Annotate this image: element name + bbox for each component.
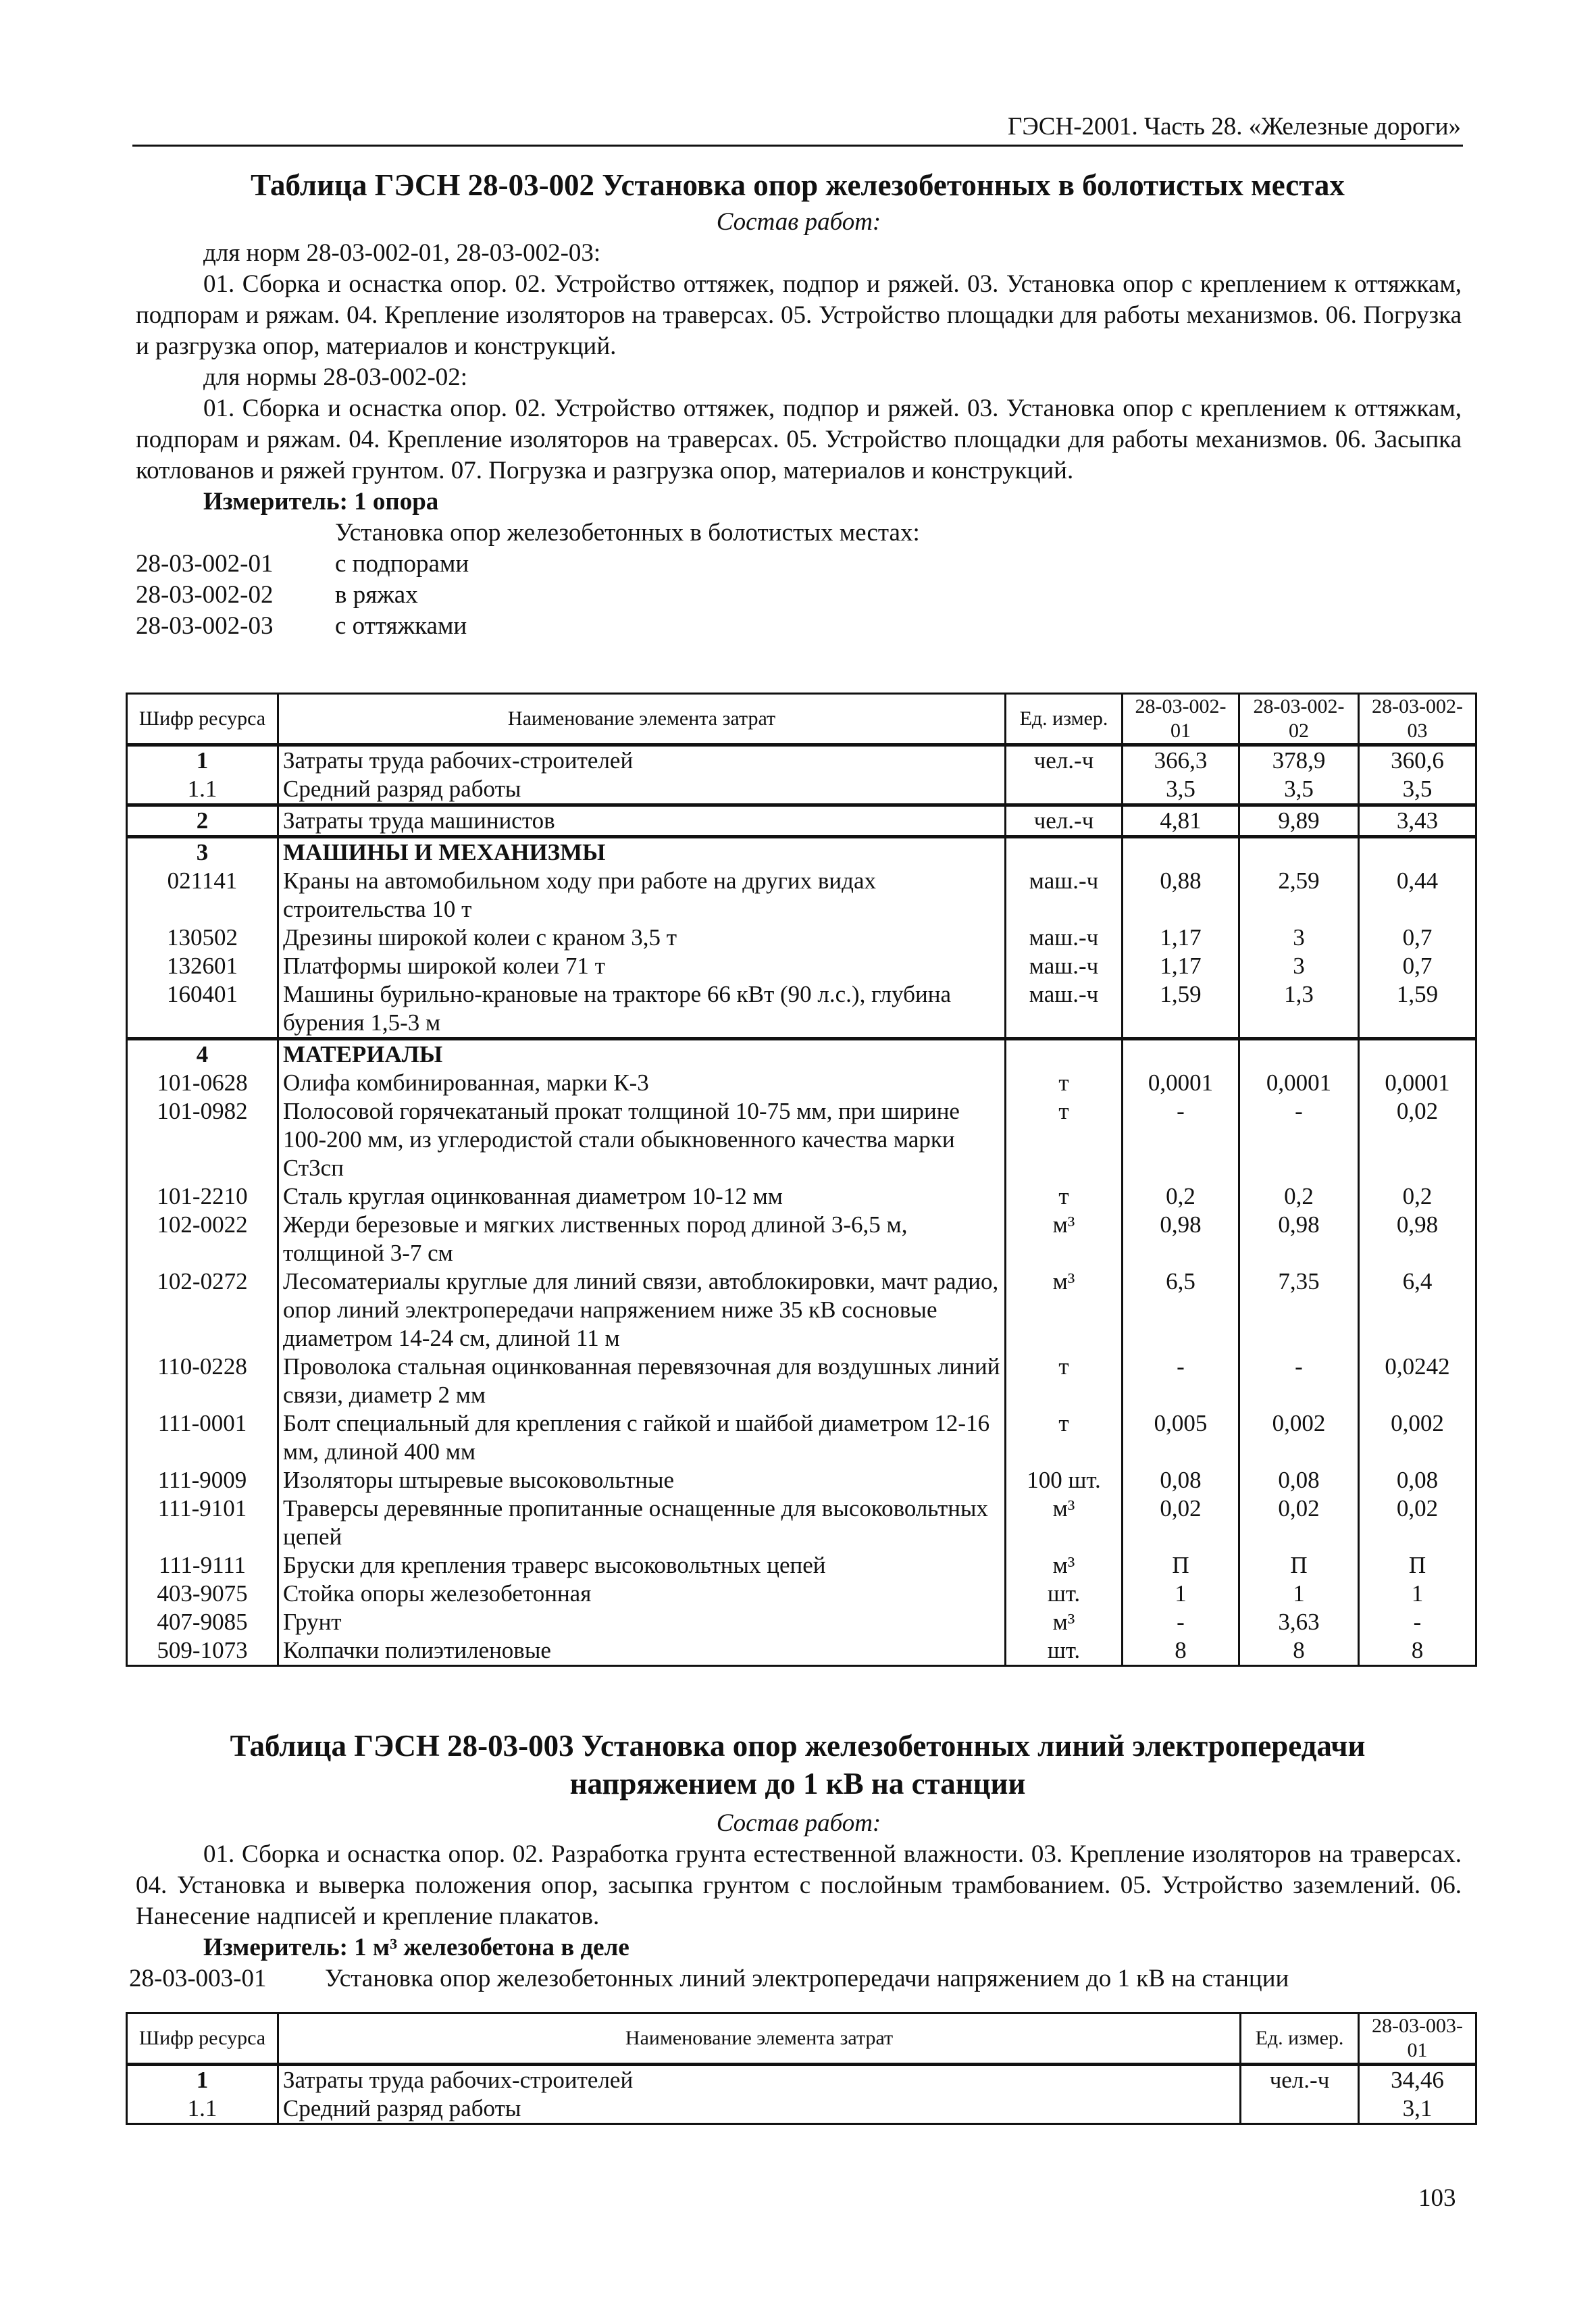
col-header-name: Наименование элемента затрат	[278, 694, 1006, 745]
unit-cell: т	[1006, 1409, 1123, 1466]
value-cell: 0,2	[1123, 1182, 1239, 1211]
table-row	[127, 1580, 1476, 1608]
composition-label: Состав работ:	[716, 208, 881, 236]
resource-name: Сталь круглая оцинкованная диаметром 10-12 мм	[278, 1182, 1006, 1211]
value-cell: 3	[1239, 952, 1359, 980]
table-row	[127, 952, 1476, 980]
unit-cell: т	[1006, 1182, 1123, 1211]
table-row	[127, 1353, 1476, 1409]
resource-code: 111-0001	[127, 1409, 278, 1466]
resource-code: 1	[127, 745, 278, 776]
table-row	[127, 1211, 1476, 1267]
col-header-unit: Ед. измер.	[1006, 694, 1123, 745]
value-cell: 8	[1359, 1636, 1476, 1666]
unit-cell	[1006, 837, 1123, 867]
col-header-norm: 28-03-002-01	[1123, 694, 1239, 745]
value-cell: 34,46	[1359, 2065, 1476, 2095]
unit-cell	[1006, 775, 1123, 805]
resource-code: 101-0628	[127, 1069, 278, 1097]
unit-cell: м³	[1006, 1211, 1123, 1267]
value-cell: 0,2	[1239, 1182, 1359, 1211]
value-cell: 360,6	[1359, 745, 1476, 776]
value-cell: 0,02	[1359, 1494, 1476, 1551]
resource-name: МАТЕРИАЛЫ	[278, 1039, 1006, 1070]
resource-code: 111-9009	[127, 1466, 278, 1494]
table-row	[127, 1267, 1476, 1353]
value-cell: -	[1123, 1353, 1239, 1409]
value-cell: 0,02	[1123, 1494, 1239, 1551]
value-cell: 1,59	[1359, 980, 1476, 1039]
value-cell: 8	[1239, 1636, 1359, 1666]
table-row	[127, 1409, 1476, 1466]
resource-code: 101-2210	[127, 1182, 278, 1211]
norm-code: 28-03-003-01	[129, 1965, 267, 1992]
resource-name: Проволока стальная оцинкованная перевязочная для воздушных линий связи, диаметр 2 мм	[278, 1353, 1006, 1409]
table-row	[127, 1069, 1476, 1097]
table-row	[127, 980, 1476, 1039]
resource-name: Траверсы деревянные пропитанные оснащенные для высоковольтных цепей	[278, 1494, 1006, 1551]
value-cell: 0,002	[1239, 1409, 1359, 1466]
measure: Измеритель: 1 м³ железобетона в деле	[203, 1934, 629, 1961]
works-b: 01. Сборка и оснастка опор. 02. Устройство оттяжек, подпор и ряжей. 03. Установка опор с креплением к оттяжкам, подпорам и ряжам. 04. Крепление изоляторов на траверсах. 05. Устройство площадки для работы механизмов. 06. Засыпка котлованов и ряжей грунтом. 07. Погрузка и разгрузка опор, материалов и конструкций.	[136, 395, 1462, 484]
resource-name: Жерди березовые и мягких лиственных пород длиной 3-6,5 м, толщиной 3-7 см	[278, 1211, 1006, 1267]
value-cell: 3,63	[1239, 1608, 1359, 1636]
col-header-name: Наименование элемента затрат	[278, 2013, 1241, 2065]
norms-b: для нормы 28-03-002-02:	[203, 363, 468, 391]
value-cell: 3,1	[1359, 2094, 1476, 2124]
table-row	[127, 2094, 1476, 2124]
norms-a: для норм 28-03-002-01, 28-03-002-03:	[203, 239, 601, 267]
value-cell: 0,44	[1359, 867, 1476, 924]
value-cell: 3,5	[1123, 775, 1239, 805]
section2-text	[129, 1808, 1462, 1994]
value-cell: 0,002	[1359, 1409, 1476, 1466]
works: 01. Сборка и оснастка опор. 02. Разработка грунта естественной влажности. 03. Крепление изоляторов на траверсах. 04. Установка и выверка положения опор, засыпка грунтом с послойным трамбованием. 05. Устройство заземлений. 06. Нанесение надписей и крепление плакатов.	[136, 1840, 1462, 1930]
resource-code: 160401	[127, 980, 278, 1039]
value-cell	[1239, 1039, 1359, 1070]
value-cell: П	[1123, 1551, 1239, 1580]
resource-name: Краны на автомобильном ходу при работе на других видах строительства 10 т	[278, 867, 1006, 924]
norm-intro: Установка опор железобетонных в болотистых местах:	[335, 519, 920, 547]
header-rule	[132, 145, 1463, 147]
norm-code-row	[136, 549, 1462, 580]
resource-code: 130502	[127, 924, 278, 952]
resource-code: 1.1	[127, 775, 278, 805]
table-row	[127, 924, 1476, 952]
table-row	[127, 1097, 1476, 1182]
resource-code: 132601	[127, 952, 278, 980]
table-row	[127, 867, 1476, 924]
resource-name: Полосовой горячекатаный прокат толщиной 10-75 мм, при ширине 100-200 мм, из углеродистой стали обыкновенного качества марки Ст3сп	[278, 1097, 1006, 1182]
resource-name: Колпачки полиэтиленовые	[278, 1636, 1006, 1666]
value-cell: 0,2	[1359, 1182, 1476, 1211]
resource-code: 111-9111	[127, 1551, 278, 1580]
value-cell	[1239, 837, 1359, 867]
value-cell: 0,08	[1359, 1466, 1476, 1494]
resource-name: Изоляторы штыревые высоковольтные	[278, 1466, 1006, 1494]
composition-label: Состав работ:	[716, 1809, 881, 1837]
norm-code-row	[129, 1963, 1462, 1994]
resource-table-28-03-002	[126, 693, 1477, 1667]
unit-cell: шт.	[1006, 1580, 1123, 1608]
resource-code: 4	[127, 1039, 278, 1070]
resource-name: Средний разряд работы	[278, 2094, 1241, 2124]
value-cell: 6,4	[1359, 1267, 1476, 1353]
value-cell: 0,0001	[1123, 1069, 1239, 1097]
unit-cell: маш.-ч	[1006, 952, 1123, 980]
value-cell: 3,5	[1239, 775, 1359, 805]
table-row	[127, 2065, 1476, 2095]
works-a: 01. Сборка и оснастка опор. 02. Устройство оттяжек, подпор и ряжей. 03. Установка опор с креплением к оттяжкам, подпорам и ряжам. 04. Крепление изоляторов на траверсах. 05. Устройство площадки для работы механизмов. 06. Погрузка и разгрузка опор, материалов и конструкций.	[136, 270, 1462, 360]
norm-desc: с подпорами	[335, 550, 469, 578]
table-row	[127, 1039, 1476, 1070]
resource-name: Машины бурильно-крановые на тракторе 66 кВт (90 л.с.), глубина бурения 1,5-3 м	[278, 980, 1006, 1039]
resource-name: Бруски для крепления траверс высоковольтных цепей	[278, 1551, 1006, 1580]
col-header-code: Шифр ресурса	[127, 694, 278, 745]
unit-cell: м³	[1006, 1267, 1123, 1353]
value-cell: 0,08	[1239, 1466, 1359, 1494]
value-cell: 0,0242	[1359, 1353, 1476, 1409]
resource-code: 110-0228	[127, 1353, 278, 1409]
resource-name: Затраты труда машинистов	[278, 805, 1006, 837]
value-cell: 1,17	[1123, 924, 1239, 952]
resource-name: Платформы широкой колеи 71 т	[278, 952, 1006, 980]
value-cell: 9,89	[1239, 805, 1359, 837]
value-cell: 3,5	[1359, 775, 1476, 805]
value-cell: 0,005	[1123, 1409, 1239, 1466]
norm-code: 28-03-002-01	[136, 550, 274, 578]
unit-cell: шт.	[1006, 1636, 1123, 1666]
col-header-norm: 28-03-002-03	[1359, 694, 1476, 745]
section1-text	[136, 207, 1462, 642]
value-cell: 6,5	[1123, 1267, 1239, 1353]
norm-code-row	[136, 580, 1462, 611]
value-cell: 7,35	[1239, 1267, 1359, 1353]
value-cell: -	[1123, 1097, 1239, 1182]
norm-desc: в ряжах	[335, 581, 418, 609]
page-number: 103	[1418, 2184, 1456, 2212]
value-cell: 366,3	[1123, 745, 1239, 776]
resource-code: 021141	[127, 867, 278, 924]
col-header-code: Шифр ресурса	[127, 2013, 278, 2065]
value-cell: -	[1239, 1353, 1359, 1409]
resource-name: Олифа комбинированная, марки К-3	[278, 1069, 1006, 1097]
value-cell: 3	[1239, 924, 1359, 952]
value-cell: 0,08	[1123, 1466, 1239, 1494]
resource-code: 403-9075	[127, 1580, 278, 1608]
table-row	[127, 1494, 1476, 1551]
table-row	[127, 1466, 1476, 1494]
table-row	[127, 775, 1476, 805]
resource-name: Затраты труда рабочих-строителей	[278, 745, 1006, 776]
resource-code: 3	[127, 837, 278, 867]
col-header-norm: 28-03-002-02	[1239, 694, 1359, 745]
resource-name: Грунт	[278, 1608, 1006, 1636]
norm-desc: Установка опор железобетонных линий электропередачи напряжением до 1 кВ на станции	[325, 1965, 1289, 1992]
title-line: Таблица ГЭСН 28-03-003 Установка опор железобетонных линий электропередачи	[230, 1729, 1366, 1763]
table-row	[127, 1636, 1476, 1666]
value-cell: П	[1239, 1551, 1359, 1580]
table-row	[127, 745, 1476, 776]
unit-cell: чел.-ч	[1006, 745, 1123, 776]
resource-table-28-03-003	[126, 2012, 1477, 2125]
value-cell: -	[1123, 1608, 1239, 1636]
resource-code: 2	[127, 805, 278, 837]
resource-name: Затраты труда рабочих-строителей	[278, 2065, 1241, 2095]
resource-name: Болт специальный для крепления с гайкой и шайбой диаметром 12-16 мм, длиной 400 мм	[278, 1409, 1006, 1466]
value-cell	[1359, 837, 1476, 867]
unit-cell: маш.-ч	[1006, 980, 1123, 1039]
norm-code: 28-03-002-03	[136, 612, 274, 640]
value-cell: -	[1239, 1097, 1359, 1182]
value-cell: 0,02	[1239, 1494, 1359, 1551]
resource-name: Лесоматериалы круглые для линий связи, автоблокировки, мачт радио, опор линий электропередачи напряжением ниже 35 кВ сосновые диаметром 14-24 см, длиной 11 м	[278, 1267, 1006, 1353]
resource-name: Дрезины широкой колеи с краном 3,5 т	[278, 924, 1006, 952]
value-cell: 0,02	[1359, 1097, 1476, 1182]
table-row	[127, 1608, 1476, 1636]
value-cell: 1	[1359, 1580, 1476, 1608]
running-header: ГЭСН-2001. Часть 28. «Железные дороги»	[1007, 113, 1461, 141]
resource-name: Стойка опоры железобетонная	[278, 1580, 1006, 1608]
table-row	[127, 1182, 1476, 1211]
unit-cell: 100 шт.	[1006, 1466, 1123, 1494]
value-cell: 0,7	[1359, 952, 1476, 980]
value-cell: 0,98	[1359, 1211, 1476, 1267]
unit-cell: чел.-ч	[1006, 805, 1123, 837]
value-cell	[1123, 837, 1239, 867]
value-cell: 378,9	[1239, 745, 1359, 776]
value-cell: 3,43	[1359, 805, 1476, 837]
col-header-unit: Ед. измер.	[1241, 2013, 1359, 2065]
resource-code: 509-1073	[127, 1636, 278, 1666]
value-cell: 0,98	[1123, 1211, 1239, 1267]
resource-name: Средний разряд работы	[278, 775, 1006, 805]
col-header-norm: 28-03-003-01	[1359, 2013, 1476, 2065]
unit-cell	[1006, 1039, 1123, 1070]
unit-cell: маш.-ч	[1006, 924, 1123, 952]
value-cell: 1,59	[1123, 980, 1239, 1039]
value-cell: 8	[1123, 1636, 1239, 1666]
unit-cell: т	[1006, 1353, 1123, 1409]
value-cell: 0,0001	[1239, 1069, 1359, 1097]
table-row	[127, 805, 1476, 837]
unit-cell: м³	[1006, 1608, 1123, 1636]
table-row	[127, 1551, 1476, 1580]
resource-name: МАШИНЫ И МЕХАНИЗМЫ	[278, 837, 1006, 867]
resource-code: 407-9085	[127, 1608, 278, 1636]
norm-desc: с оттяжками	[335, 612, 467, 640]
measure: Измеритель: 1 опора	[203, 488, 439, 515]
value-cell: 1,3	[1239, 980, 1359, 1039]
resource-code: 101-0982	[127, 1097, 278, 1182]
value-cell: 0,88	[1123, 867, 1239, 924]
value-cell: 1	[1123, 1580, 1239, 1608]
value-cell	[1123, 1039, 1239, 1070]
value-cell: -	[1359, 1608, 1476, 1636]
value-cell: 0,98	[1239, 1211, 1359, 1267]
value-cell: 1,17	[1123, 952, 1239, 980]
resource-code: 102-0022	[127, 1211, 278, 1267]
value-cell: 2,59	[1239, 867, 1359, 924]
table-row	[127, 837, 1476, 867]
value-cell: 1	[1239, 1580, 1359, 1608]
title-line: напряжением до 1 кВ на станции	[569, 1767, 1026, 1801]
unit-cell: т	[1006, 1069, 1123, 1097]
resource-code: 1	[127, 2065, 278, 2095]
unit-cell: м³	[1006, 1494, 1123, 1551]
value-cell: 0,7	[1359, 924, 1476, 952]
value-cell	[1359, 1039, 1476, 1070]
resource-code: 1.1	[127, 2094, 278, 2124]
unit-cell: м³	[1006, 1551, 1123, 1580]
value-cell: П	[1359, 1551, 1476, 1580]
resource-code: 111-9101	[127, 1494, 278, 1551]
table-title-28-03-003	[132, 1727, 1463, 1803]
value-cell: 4,81	[1123, 805, 1239, 837]
norm-code: 28-03-002-02	[136, 581, 274, 609]
unit-cell: т	[1006, 1097, 1123, 1182]
unit-cell: маш.-ч	[1006, 867, 1123, 924]
resource-code: 102-0272	[127, 1267, 278, 1353]
table-title-28-03-002: Таблица ГЭСН 28-03-002 Установка опор железобетонных в болотистых местах	[251, 168, 1345, 202]
norm-code-row	[136, 611, 1462, 642]
unit-cell	[1241, 2094, 1359, 2124]
value-cell: 0,0001	[1359, 1069, 1476, 1097]
unit-cell: чел.-ч	[1241, 2065, 1359, 2095]
